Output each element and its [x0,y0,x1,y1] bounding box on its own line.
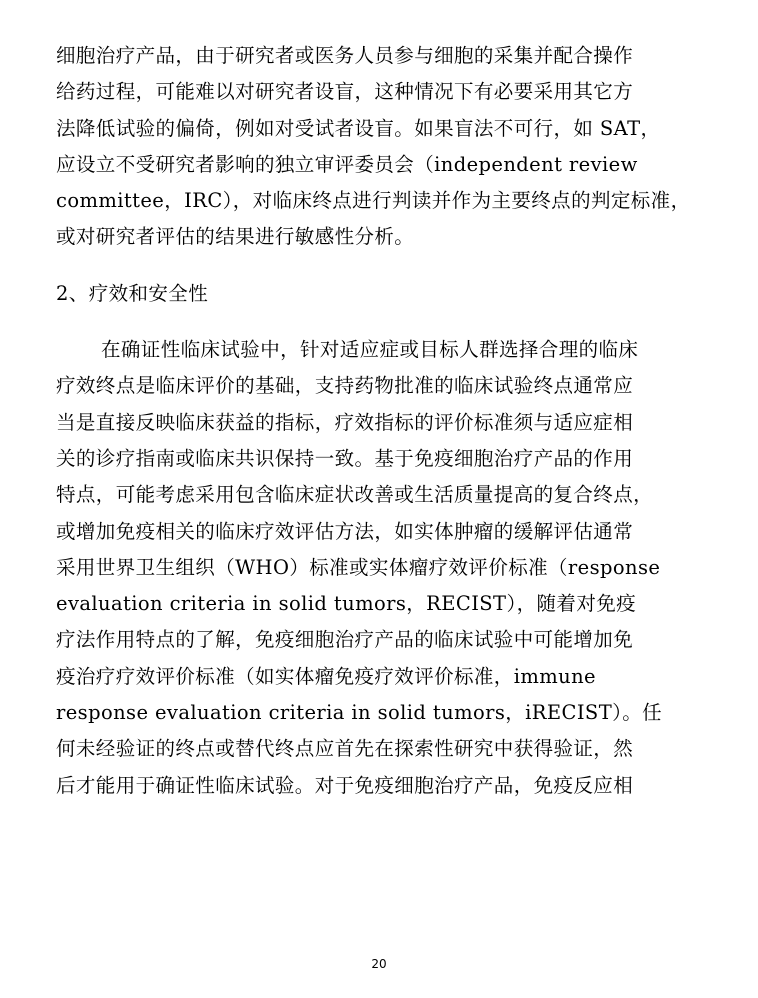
text-line: response evaluation criteria in solid tumors，iRECIST）。任 [56,701,663,725]
text-line: 后才能用于确证性临床试验。对于免疫细胞治疗产品，免疫反应相 [56,773,634,797]
text-line: evaluation criteria in solid tumors，RECIST），随着对免疫 [56,592,637,616]
text-line: 疗效终点是临床评价的基础，支持药物批准的临床试验终点通常应 [56,374,634,398]
text-line: 疗法作用特点的了解，免疫细胞治疗产品的临床试验中可能增加免 [56,628,634,652]
text-line: 细胞治疗产品，由于研究者或医务人员参与细胞的采集并配合操作 [56,44,634,67]
document-page [56,38,708,804]
text-line: 当是直接反映临床获益的指标，疗效指标的评价标准须与适应症相 [56,410,634,434]
page-number: 20 [371,957,387,971]
text-line: 或增加免疫相关的临床疗效评估方法，如实体肿瘤的缓解评估通常 [56,519,634,543]
text-line: 何未经验证的终点或替代终点应首先在探索性研究中获得验证，然 [56,737,634,761]
paragraph-gap [56,312,708,332]
text-line: 关的诊疗指南或临床共识保持一致。基于免疫细胞治疗产品的作用 [56,446,634,470]
text-line: 疫治疗疗效评价标准（如实体瘤免疫疗效评价标准，immune [56,664,596,688]
text-line: 在确证性临床试验中，针对适应症或目标人群选择合理的临床 [101,338,639,362]
text-line: 或对研究者评估的结果进行敏感性分析。 [56,225,415,249]
text-line: committee，IRC），对临床终点进行判读并作为主要终点的判定标准， [56,189,691,213]
text-line: 采用世界卫生组织（WHO）标准或实体瘤疗效评价标准（response [56,555,661,579]
text-line: 应设立不受研究者影响的独立审评委员会（independent review [56,152,638,176]
paragraph-gap [56,256,708,276]
paragraph-efficacy [56,332,708,804]
section-heading: 2、疗效和安全性 [56,281,209,305]
text-line: 法降低试验的偏倚，例如对受试者设盲。如果盲法不可行，如 SAT， [56,116,661,140]
paragraph-blinding [56,38,708,256]
text-line: 给药过程，可能难以对研究者设盲，这种情况下有必要采用其它方 [56,80,634,104]
text-line: 特点，可能考虑采用包含临床症状改善或生活质量提高的复合终点， [56,483,654,507]
